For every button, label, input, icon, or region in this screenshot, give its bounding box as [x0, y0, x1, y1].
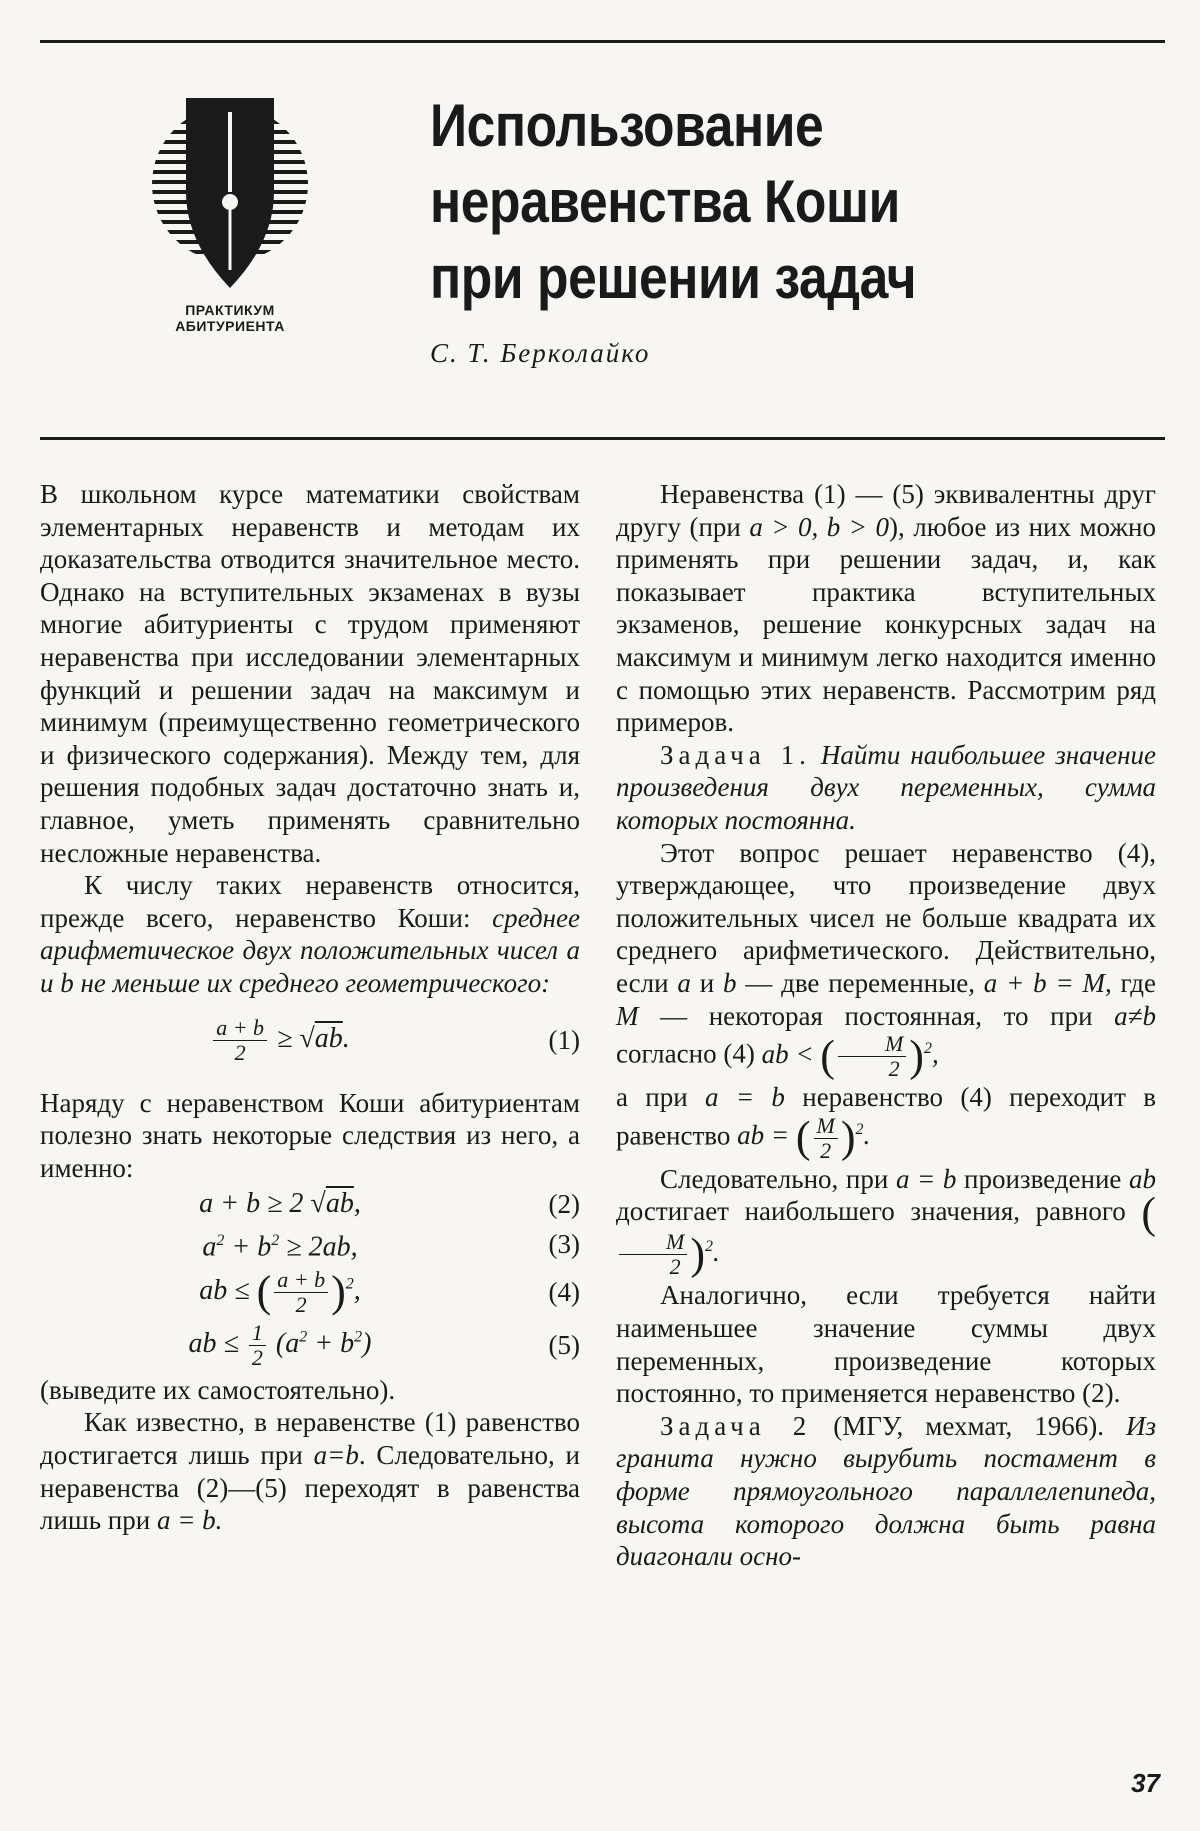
equation-5	[40, 1321, 580, 1370]
paragraph-conclusion: Следовательно, при a = b произведение ab достигает наибольшего значения, равного ( $\frac{M}{2}$ )$^2$.	[616, 1163, 1157, 1280]
inequality-formula: ab < ( $\frac{M}{2}$ )$^2$,	[761, 1031, 939, 1082]
equation-1	[40, 1016, 580, 1065]
equation-3-formula: $a^2 + b^2 \ge 2ab$,	[202, 1231, 358, 1263]
equation-3-number: (3)	[548, 1229, 580, 1260]
equation-2	[40, 1188, 580, 1221]
paragraph-task1-solution: Этот вопрос решает неравенство (4), утверждающее, что произведение двух положительных чисел не больше квадрата их среднего арифметического. Действительно, если a и b — две переменные, a + b = M, где M — некоторая постоянная, то при a≠b согласно (4) ab < ( $\frac{M}{2}$ )$^2$,	[616, 837, 1156, 1082]
article-title	[430, 88, 916, 316]
author: С. Т. Берколайко	[430, 338, 651, 368]
equation-2-formula: a + b ≥ 2 √ab,	[199, 1188, 361, 1220]
equality-formula: ab = ( $\frac{M}{2}$ )$^2$.	[737, 1112, 871, 1163]
rubric-line-1: ПРАКТИКУМ	[185, 302, 275, 318]
equation-2-number: (2)	[548, 1189, 580, 1220]
title-line-3: при решении задач	[430, 244, 917, 311]
paragraph-equality-case: а при a = b неравенство (4) переходит в равенство ab = ( $\frac{M}{2}$ )$^2$.	[616, 1082, 1156, 1163]
fountain-pen-nib-icon	[140, 92, 320, 292]
top-rule	[40, 40, 1165, 43]
paragraph-equality: Как известно, в неравенстве (1) равенство достигается лишь при a=b. Следовательно, и неравенства (2)—(5) переходят в равенства лишь при a = b.	[40, 1407, 580, 1536]
rubric-line-2: АБИТУРИЕНТА	[175, 318, 285, 334]
equation-5-number: (5)	[548, 1330, 580, 1360]
task-1: Задача 1. Найти наибольшее значение произведения двух переменных, сумма которых постоянна.	[616, 739, 1157, 835]
equation-3	[40, 1225, 580, 1264]
title-line-1: Использование	[430, 92, 824, 159]
page-number: 37	[1131, 1768, 1160, 1798]
max-value-formula: ( $\frac{M}{2}$ )$^2$.	[616, 1196, 1156, 1267]
left-column	[40, 478, 580, 1537]
right-column	[616, 478, 1156, 1573]
equation-1-formula: $\frac{a + b}{2}$ ≥ √ab.	[40, 1016, 520, 1065]
equation-5-formula: ab ≤ $\frac{1}{2}$ $(a^2 + b^2)$	[188, 1319, 372, 1370]
equation-1-number: (1)	[548, 1024, 580, 1055]
paragraph-analogy: Аналогично, если требуется найти наименьшее значение суммы двух переменных, произведение которых постоянно, то применяется неравенство (2).	[616, 1280, 1156, 1409]
equation-4-formula: ab ≤ ( $\frac{a + b}{2}$ )$^2$,	[199, 1266, 361, 1317]
paragraph-cauchy: К числу таких неравенств относится, прежде всего, неравенство Коши: среднее арифметическое двух положительных чисел a и b не меньше их среднего геометрического:	[40, 870, 580, 998]
task-2: Задача 2 (МГУ, мехмат, 1966). Из гранита нужно вырубить постамент в форме прямоугольного параллелепипеда, высота которого должна быть равна диагонали осно-	[616, 1410, 1156, 1572]
title-line-2: неравенства Коши	[430, 168, 900, 235]
paragraph-intro: В школьном курсе математики свойствам элементарных неравенств и методам их доказательства отводится значительное место. Однако на вступительных экзаменах в вузы многие абитуриенты с трудом применяют неравенства при исследовании элементарных функций и решении задач на максимум и минимум (преимущественно геометрического и физического содержания). Между тем, для решения подобных задач достаточно знать и, главное, уметь применять сравнительно несложные неравенства.	[40, 479, 580, 868]
equation-4-number: (4)	[548, 1277, 580, 1307]
header-rule	[40, 437, 1165, 440]
rubric-caption	[140, 302, 320, 334]
paragraph-equivalence: Неравенства (1) — (5) эквивалентны друг другу (при a > 0, b > 0), любое из них можно применять при решении задач, и, как показывает практика вступительных экзаменов, решение конкурсных задач на максимум и минимум легко находится именно с помощью этих неравенств. Рассмотрим ряд примеров.	[616, 479, 1156, 738]
paragraph-corollaries: Наряду с неравенством Коши абитуриентам полезно знать некоторые следствия из него, а именно:	[40, 1087, 580, 1183]
equation-4	[40, 1268, 580, 1317]
paragraph-derive: (выведите их самостоятельно).	[40, 1374, 396, 1405]
